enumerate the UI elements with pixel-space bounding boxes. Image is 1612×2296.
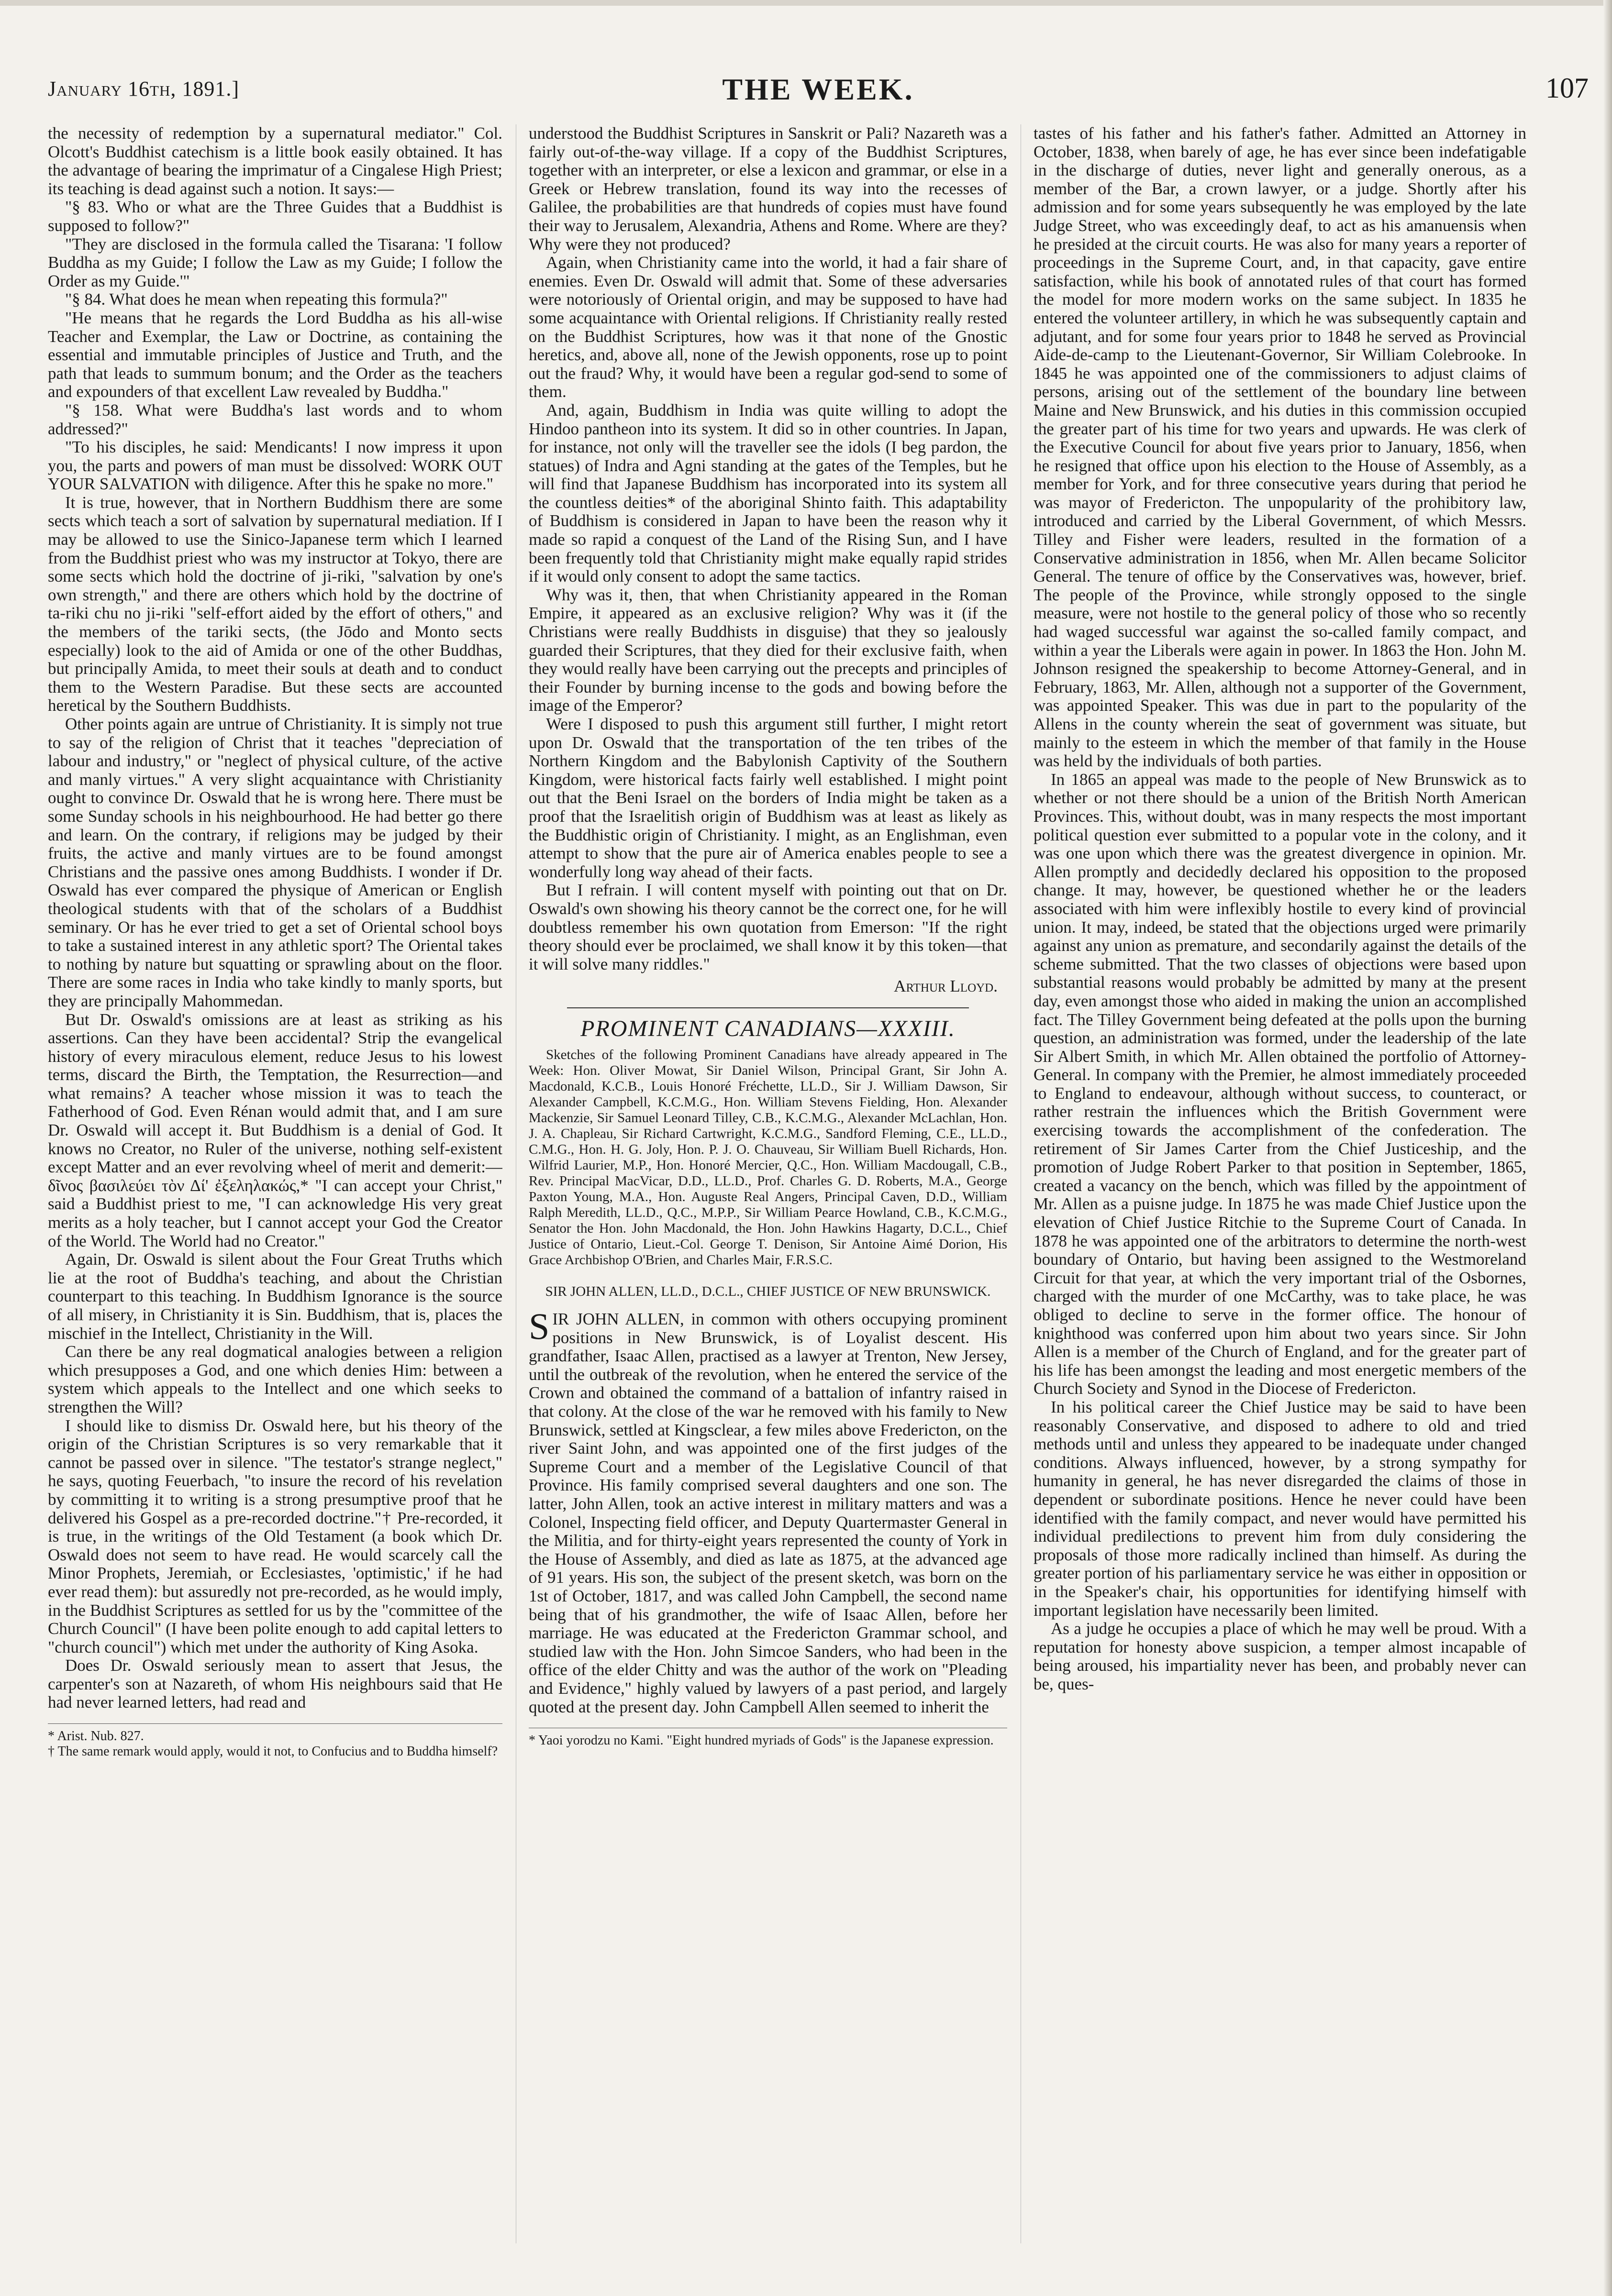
paragraph: Why was it, then, that when Christianity appeared in the Roman Empire, it appeared as an exclusive religion? Why was it (if the Christians were really Buddhists in disguise) that they so jealously guarded their Scriptures, that they died for their exclusive faith, when they would really have been carrying out the precepts and principles of their Founder by burning incense to the gods and bowing before the image of the Emperor? bbox=[529, 585, 1007, 715]
page-header bbox=[48, 72, 1589, 129]
footnote: * Arist. Nub. 827. bbox=[48, 1729, 144, 1744]
paragraph: "§ 158. What were Buddha's last words and to whom addressed?" bbox=[48, 400, 502, 438]
footnotes bbox=[48, 1723, 502, 1759]
paragraph: "§ 83. Who or what are the Three Guides that a Buddhist is supposed to follow?" bbox=[48, 198, 502, 235]
paragraph: As a judge he occupies a place of which he may well be proud. With a reputation for honesty above suspicion, a temper almost incapable of being aroused, his impartiality never has been, and probably never can be, ques- bbox=[1034, 1619, 1526, 1693]
paragraph: Can there be any real dogmatical analogies between a religion which presupposes a God, and one which denies Him: between a system which appeals to the Intellect and one which seeks to strengthen the Will? bbox=[48, 1342, 502, 1416]
paragraph: "He means that he regards the Lord Buddha as his all-wise Teacher and Exemplar, the Law or Doctrine, as containing the essential and immutable principles of Justice and Truth, and the path that leads to summum bonum; and the Order as the teachers and expounders of that excellent Law revealed by Buddha." bbox=[48, 308, 502, 401]
paragraph: But I refrain. I will content myself with pointing out that on Dr. Oswald's own showing his theory cannot be the correct one, for he will doubtless remember his own quotation from Emerson: "If the right theory should ever be proclaimed, we shall know it by this token—that it will solve many riddles." bbox=[529, 881, 1007, 973]
drop-cap: S bbox=[529, 1305, 550, 1347]
paragraph: Again, Dr. Oswald is silent about the Four Great Truths which lie at the root of Buddha's teaching, and about the Christian counterpart to this teaching. In Buddhism Ignorance is the source of all misery, in Christianity it is Sin. Buddhism, that is, places the mischief in the Intellect, Christianity in the Will. bbox=[48, 1250, 502, 1343]
section-title: PROMINENT CANADIANS—XXXIII. bbox=[580, 1016, 956, 1041]
paragraph: But Dr. Oswald's omissions are at least as striking as his assertions. Can they have been accidental? Strip the evangelical history of every miraculous element, reduce Jesus to his lowest terms, discard the Birth, the Temptation, the Resurrection—and what remains? A teacher whose mission it was to teach the Fatherhood of God. Even Rénan would admit that, and I am sure Dr. Oswald will accept it. But Buddhism is a denial of God. It knows no Creator, no Ruler of the universe, nothing self-existent except Matter and an ever revolving wheel of merit and demerit:— δῖνος βασιλεύει τὸν Δί' ἐξεληλακώς,* "I can accept your Christ," said a Buddhist priest to me, "I can acknowledge His very great merits as a holy teacher, but I cannot accept your God the Creator of the World. The World had no Creator." bbox=[48, 1010, 502, 1250]
footnote: † The same remark would apply, would it not, to Confucius and to Buddha himself? bbox=[48, 1744, 498, 1759]
column-3 bbox=[1034, 124, 1526, 2243]
paragraph: Again, when Christianity came into the world, it had a fair share of enemies. Even Dr. Oswald will admit that. Some of these adversaries were notoriously of Oriental origin, and may be supposed to have had some acquaintance with Oriental religions. If Christianity really rested on the Buddhist Scriptures, how was it that none of the Gnostic heretics, and, above all, none of the Jewish opponents, rose up to point out the fraud? Why, it would have been a regular god-send to some of them. bbox=[529, 253, 1007, 401]
paragraph: In 1865 an appeal was made to the people of New Brunswick as to whether or not there should be a union of the British North American Provinces. This, without doubt, was in many respects the most important political question ever submitted to a popular vote in the colony, and it was one upon which there was the greatest divergence in opinion. Mr. Allen promptly and decidedly declared his opposition to the proposed change. It may, however, be questioned whether he or the leaders associated with him were inflexibly hostile to every kind of provincial union. It may, indeed, be stated that the objections urged were primarily against any union as premature, and secondarily against the details of the scheme submitted. That the two classes of objections were based upon substantial reasons would probably be admitted by many at the present day, even amongst those who aided in making the union an accomplished fact. The Tilley Government being defeated at the polls upon the burning question, an administration was formed, under the leadership of the late Sir Albert Smith, in which Mr. Allen obtained the portfolio of Attorney-General. In company with the Premier, he almost immediately proceeded to England to endeavour, although without success, to counteract, or rather restrain the influences which the British Government were exercising towards the accomplishment of the confederation. The retirement of Sir James Carter from the Chief Justiceship, and the promotion of Judge Robert Parker to that position in September, 1865, created a vacancy on the bench, which was filled by the appointment of Mr. Allen as a puisne judge. In 1875 he was made Chief Justice upon the elevation of Chief Justice Ritchie to the Supreme Court of Canada. In 1878 he was appointed one of the arbitrators to determine the north-west boundary of Ontario, but having been assigned to the Westmoreland Circuit for that year, at which the very important trial of the Osbornes, charged with the murder of one McCarthy, was to take place, he was obliged to decline to serve in the former office. The honour of knighthood was conferred upon him about two years since. Sir John Allen is a member of the Church of England, and for the greater part of his life has been amongst the leading and most energetic members of the Church Society and Synod in the Diocese of Fredericton. bbox=[1034, 770, 1526, 1398]
page-number: 107 bbox=[1545, 72, 1589, 104]
column-2 bbox=[529, 124, 1007, 2243]
paragraph: tastes of his father and his father's father. Admitted an Attorney in October, 1838, when barely of age, he has ever since been indefatigable in the discharge of duties, never light and generally onerous, as a member of the Bar, a crown lawyer, or a judge. Shortly after his admission and for some years subsequently he was employed by the late Judge Street, who was exceedingly deaf, to act as his amanuensis when he presided at the circuit courts. He was also for many years a reporter of proceedings in the Supreme Court, and, in that capacity, gave entire satisfaction, while his book of annotated rules of that court has formed the model for more modern works on the same subject. In 1835 he entered the volunteer artillery, in which he was subsequently captain and adjutant, and for some four years prior to 1848 he served as Provincial Aide-de-camp to the Lieutenant-Governor, Sir William Colebrooke. In 1845 he was appointed one of the commissioners to adjust claims of persons, arising out of the settlement of the boundary line between Maine and New Brunswick, and his duties in this commission occupied the greater part of his time for two years and upwards. He was clerk of the Executive Council for about five years prior to January, 1856, when he resigned that office upon his election to the House of Assembly, as a member for York, and for three consecutive years during that period he was mayor of Fredericton. The unpopularity of the prohibitory law, introduced and carried by the Liberal Government, of which Messrs. Tilley and Fisher were leaders, resulted in the formation of a Conservative administration in 1856, when Mr. Allen became Solicitor General. The tenure of office by the Conservatives was, however, brief. The people of the Province, while strongly opposed to the single measure, were not hostile to the general policy of those who so recently had waged successful war against the so-called family compact, and within a year the Liberals were again in power. In 1863 the Hon. John M. Johnson resigned the speakership to become Attorney-General, and in February, 1863, Mr. Allen, although not a supporter of the Government, was appointed Speaker. This was due in part to the popularity of the Allens in the county wherein the seat of government was situate, but mainly to the esteem in which the member of that family in the House was held by the individuals of both parties. bbox=[1034, 124, 1526, 771]
paragraph: the necessity of redemption by a supernatural mediator." Col. Olcott's Buddhist catechism is a little book easily obtained. It has the advantage of bearing the imprimatur of a Cingalese High Priest; its teaching is dead against such a notion. It says:— bbox=[48, 124, 502, 198]
paragraph: It is true, however, that in Northern Buddhism there are some sects which teach a sort of salvation by supernatural mediation. If I may be allowed to use the Sinico-Japanese term which I learned from the Buddhist priest who was my instructor at Tokyo, there are some sects which hold the doctrine of ji-riki, "salvation by one's own strength," and there are others which hold by the doctrine of ta-riki chu no ji-riki "self-effort aided by the effort of others," and the members of the tariki sects, (the Jōdo and Monto sects especially) look to the aid of Amida or one of the other Buddhas, but principally Amida, to meet their souls at death and to conduct them to the Western Paradise. But these sects are accounted heretical by the Southern Buddhists. bbox=[48, 493, 502, 715]
paragraph: In his political career the Chief Justice may be said to have been reasonably Conservative, and disposed to adhere to old and tried methods until and unless they appeared to be inadequate under changed conditions. Always influenced, however, by a strong sympathy for humanity in general, he has never disregarded the claims of those in dependent or subordinate positions. Hence he never could have been identified with the family compact, and never would have permitted his individual predilections to prevent him from duly considering the proposals of those more radically inclined than himself. As during the greater portion of his parliamentary service he was either in opposition or in the Speaker's chair, his opportunities for identifying himself with important legislation have necessarily been limited. bbox=[1034, 1397, 1526, 1620]
header-title: THE WEEK. bbox=[722, 72, 914, 106]
paragraph: I should like to dismiss Dr. Oswald here, but his theory of the origin of the Christian Scriptures is so very remarkable that it cannot be passed over in silence. "The testator's strange neglect," he says, quoting Feuerbach, "to insure the record of his revelation by committing it to writing is a strong presumptive proof that he delivered his Gospel as a pre-recorded doctrine."† Pre-recorded, it is true, in the writings of the Old Testament (a book which Dr. Oswald does not seem to have read. He would scarcely call the Minor Prophets, Jeremiah, or Ecclesiastes, 'optimistic,' if he had ever read them): but assuredly not pre-recorded, as he would imply, in the Buddhist Scriptures as settled for us by the "committee of the Church Council" (I have been polite enough to add capital letters to "church council") which met under the authority of King Asoka. bbox=[48, 1416, 502, 1656]
paragraph: Were I disposed to push this argument still further, I might retort upon Dr. Oswald that the transportation of the ten tribes of the Northern Kingdom and the Babylonish Captivity of the Southern Kingdom, were historical facts fairly well established. I might point out that the Beni Israel on the borders of India might be taken as a proof that the Israelitish origin of Buddhism was at least as likely as the Buddhistic origin of Christianity. I might, as an Englishman, even attempt to show that the pure air of America enables people to see a wonderfully long way ahead of their facts. bbox=[529, 715, 1007, 881]
paragraph: "They are disclosed in the formula called the Tisarana: 'I follow Buddha as my Guide; I follow the Law as my Guide; I follow the Order as my Guide.'" bbox=[48, 234, 502, 290]
paragraph: understood the Buddhist Scriptures in Sanskrit or Pali? Nazareth was a fairly out-of-the-way village. If a copy of the Buddhist Scriptures, together with an interpreter, or else a lexicon and grammar, or else in a Greek or Hebrew translation, found its way into the recesses of Galilee, the probabilities are that hundreds of copies must have found their way to Jerusalem, Alexandria, Athens and Rome. Where are they? Why were they not produced? bbox=[529, 124, 1007, 254]
article-signature: Arthur Lloyd. bbox=[894, 977, 998, 996]
paragraph: "§ 84. What does he mean when repeating this formula?" bbox=[65, 290, 448, 309]
paragraph: "To his disciples, he said: Mendicants! I now impress it upon you, the parts and powers of man must be dissolved: WORK OUT YOUR SALVATION with diligence. After this he spake no more." bbox=[48, 438, 502, 494]
page-right-edge bbox=[1603, 0, 1612, 2296]
column-1 bbox=[48, 124, 502, 2243]
paragraph: Does Dr. Oswald seriously mean to assert that Jesus, the carpenter's son at Nazareth, of whom His neighbours said that He had never learned letters, had read and bbox=[48, 1656, 502, 1712]
page-top-edge bbox=[0, 0, 1612, 6]
paragraph: And, again, Buddhism in India was quite willing to adopt the Hindoo pantheon into its system. It did so in other countries. In Japan, for instance, not only will the traveller see the idols (I beg pardon, the statues) of Indra and Agni standing at the gates of the Temples, but he will find that Japanese Buddhism has incorporated into its system all the countless deities* of the aboriginal Shinto faith. This adaptability of Buddhism is considered in Japan to have been the reason why it made so rapid a conquest of the Land of the Rising Sun, and I have been frequently told that Christianity might make equally rapid strides if it would only consent to adopt the same tactics. bbox=[529, 400, 1007, 586]
paragraph bbox=[529, 1305, 1007, 1716]
series-intro: Sketches of the following Prominent Canadians have already appeared in The Week: Hon. Oliver Mowat, Sir Daniel Wilson, Principal Grant, Sir John A. Macdonald, K.C.B., Louis Honoré Fréchette, LL.D., Sir J. William Dawson, Sir Alexander Campbell, K.C.M.G., Hon. William Stevens Fielding, Hon. Alexander Mackenzie, Sir Samuel Leonard Tilley, C.B., K.C.M.G., Alexander McLachlan, Hon. J. A. Chapleau, Sir Richard Cartwright, K.C.M.G., Sandford Fleming, C.E., LL.D., C.M.G., Hon. H. G. Joly, Hon. P. J. O. Chauveau, Sir William Buell Richards, Hon. Wilfrid Laurier, M.P., Hon. Honoré Mercier, Q.C., Hon. William Macdougall, C.B., Rev. Principal MacVicar, D.D., LL.D., Prof. Charles G. D. Roberts, M.A., George Paxton Young, M.A., Hon. Auguste Real Angers, Principal Caven, D.D., William Ralph Meredith, LL.D., Q.C., M.P.P., Sir William Pearce Howland, C.B., K.C.M.G., Senator the Hon. John Macdonald, the Hon. John Hawkins Hagarty, D.C.L., Chief Justice of Ontario, Lieut.-Col. George T. Denison, Sir Antoine Aimé Dorion, His Grace Archbishop O'Brien, and Charles Mair, F.R.S.C. bbox=[529, 1047, 1007, 1268]
footnote: * Yaoi yorodzu no Kami. "Eight hundred myriads of Gods" is the Japanese expression. bbox=[529, 1728, 1007, 1748]
section-rule bbox=[567, 1007, 969, 1008]
paragraph: Other points again are untrue of Christianity. It is simply not true to say of the religion of Christ that it teaches "depreciation of labour and industry," or "neglect of physical culture, of the active and manly virtues." A very slight acquaintance with Christianity ought to convince Dr. Oswald that he is wrong here. There must be some Sunday schools in his neighbourhood. He had better go there and learn. On the contrary, if religions may be judged by their fruits, the active and manly virtues are to be found amongst Christians and the passive ones among Buddhists. I wonder if Dr. Oswald has ever compared the physique of American or English theological students with that of the scholars of a Buddhist seminary. Or has he ever tried to get a set of Oriental school boys to take a sustained interest in any athletic sport? The Oriental takes to nothing by nature but squatting or sprawling about on the floor. There are some races in India who take kindly to manly sports, but they are principally Mahommedan. bbox=[48, 715, 502, 1010]
paragraph-text: IR JOHN ALLEN, in common with others occupying prominent positions in New Brunswick, is of Loyalist descent. His grandfather, Isaac Allen, practised as a lawyer at Trenton, New Jersey, until the outbreak of the revolution, when he entered the service of the Crown and obtained the command of a battalion of infantry raised in that colony. At the close of the war he removed with his family to New Brunswick, settled at Kingsclear, a few miles above Fredericton, on the river Saint John, and was appointed one of the first judges of the Supreme Court and a member of the Legislative Council of that Province. His family comprised several daughters and one son. The latter, John Allen, took an active interest in military matters and was a Colonel, Inspecting field officer, and Deputy Quartermaster General in the Militia, and for thirty-eight years represented the county of York in the House of Assembly, and died as late as 1875, at the advanced age of 91 years. His son, the subject of the present sketch, was born on the 1st of October, 1817, and was called John Campbell, the second name being that of his grandmother, the wife of Isaac Allen, before her marriage. He was educated at the Fredericton Grammar school, and studied law with the Hon. John Simcoe Sanders, who had been in the office of the elder Chitty and was the author of the work on "Pleading and Evidence," highly valued by lawyers of a past period, and largely quoted at the present day. John Campbell Allen seemed to inherit the bbox=[529, 1310, 1007, 1716]
header-date: January 16th, 1891.] bbox=[48, 77, 240, 100]
article-subhead: SIR JOHN ALLEN, LL.D., D.C.L., CHIEF JUSTICE OF NEW BRUNSWICK. bbox=[545, 1283, 991, 1299]
